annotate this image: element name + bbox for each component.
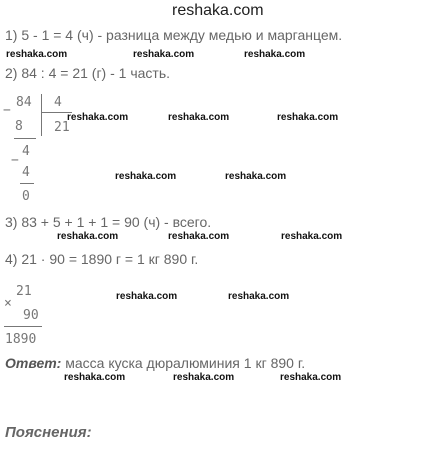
step-4-text: 4) 21 · 90 = 1890 г = 1 кг 890 г. [5,251,199,267]
watermark: reshaka.com [6,49,68,60]
multiplication-result: 1890 [5,332,37,347]
multiplication-sign: × [4,296,12,311]
division-divisor: 4 [54,95,62,110]
division-rule-2 [20,183,34,184]
watermark: reshaka.com [168,112,230,123]
division-minus-sign-2: − [11,153,19,168]
watermark: reshaka.com [133,49,195,60]
watermark: reshaka.com [277,112,339,123]
answer-line [5,355,305,371]
division-vertical-rule [41,94,42,136]
watermark: reshaka.com [67,112,129,123]
division-second-subtrahend: 4 [22,165,30,180]
watermark: reshaka.com [225,171,287,182]
explanations-heading: Пояснения: [5,424,92,441]
watermark: reshaka.com [244,49,306,60]
watermark: reshaka.com [228,291,290,302]
site-title: reshaka.com [172,2,264,19]
division-final-remainder: 0 [22,189,30,204]
division-remainder-line: 4 [22,144,30,159]
division-quotient: 21 [54,120,70,135]
watermark: reshaka.com [115,171,177,182]
watermark: reshaka.com [64,372,126,383]
answer-text: масса куска дюралюминия 1 кг 890 г. [61,355,306,371]
watermark: reshaka.com [173,372,235,383]
step-2-text: 2) 84 : 4 = 21 (г) - 1 часть. [5,65,171,81]
watermark: reshaka.com [116,291,178,302]
step-1-text: 1) 5 - 1 = 4 (ч) - разница между медью и марганцем. [5,27,343,43]
watermark: reshaka.com [57,231,119,242]
watermark: reshaka.com [168,231,230,242]
watermark: reshaka.com [281,231,343,242]
multiplication-rule [4,326,42,327]
step-3-text: 3) 83 + 5 + 1 + 1 = 90 (ч) - всего. [5,214,212,230]
division-first-subtrahend: 8 [15,119,23,134]
division-dividend: 84 [16,95,32,110]
watermark: reshaka.com [280,372,342,383]
division-minus-sign: − [3,103,11,118]
multiplication-bottom: 90 [23,308,39,323]
answer-label: Ответ: [5,355,62,371]
multiplication-top: 21 [16,284,32,299]
division-rule-1 [14,138,36,139]
